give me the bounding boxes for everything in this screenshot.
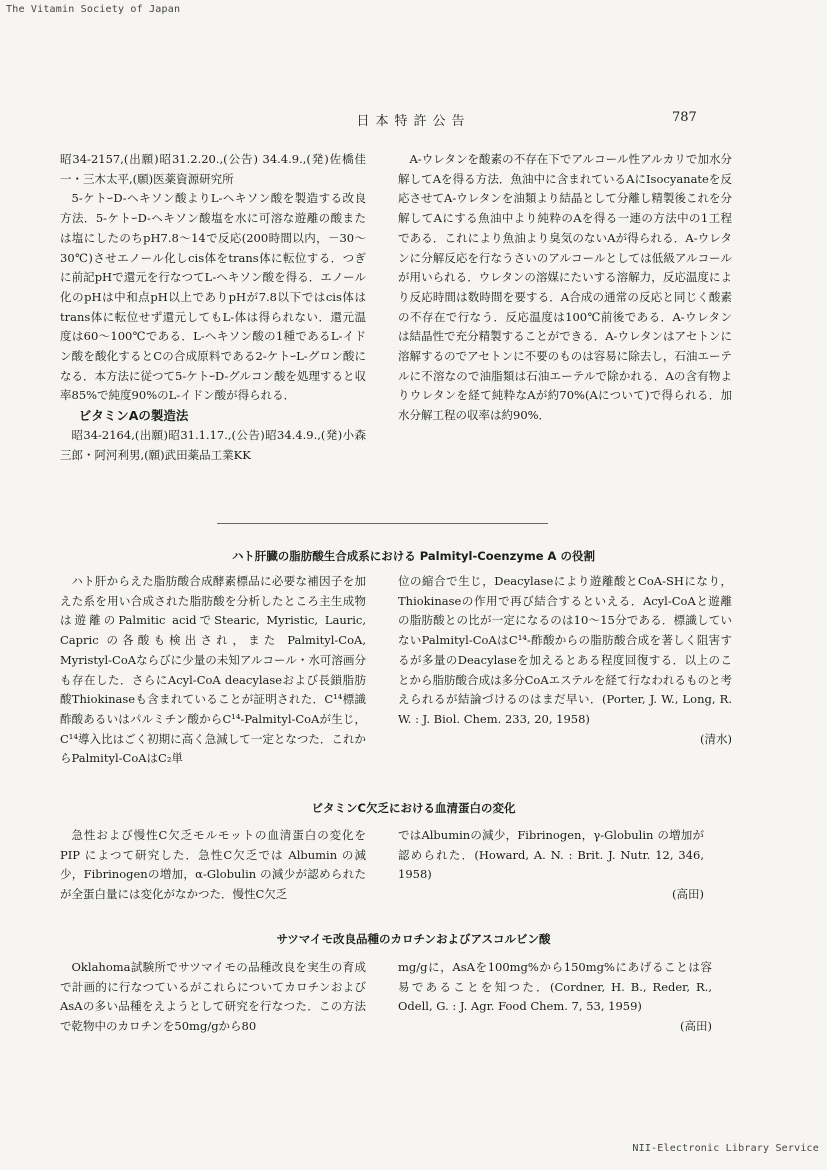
article3-title: サツマイモ改良品種のカロチンおよびアスコルビン酸 bbox=[276, 932, 551, 946]
article1-right-column bbox=[398, 572, 732, 749]
top-right-column bbox=[398, 150, 732, 426]
section-divider bbox=[217, 523, 548, 524]
running-title: 日本特許公告 bbox=[356, 114, 471, 129]
patent2-heading: ビタミンAの製造法 bbox=[78, 408, 189, 424]
patent2-block bbox=[60, 426, 366, 465]
page-number: 787 bbox=[672, 110, 697, 125]
paragraph: (清水) bbox=[700, 731, 732, 746]
paragraph: ではAlbuminの減少，Fibrinogen，γ-Globulin の増加が認められた．(Howard, A. N. : Brit. J. Nutr. 12, 346, 1958) bbox=[398, 828, 704, 882]
article1-title: ハト肝臓の脂肪酸生合成系における Palmityl-Coenzyme A の役割 bbox=[232, 549, 595, 563]
paragraph: 昭34-2157,(出願)昭31.2.20.,(公告) 34.4.9.,(発)佐橋佳一・三木太平,(願)医薬資源研究所 bbox=[60, 152, 366, 186]
article2-left-column bbox=[60, 826, 366, 905]
article2-title: ビタミンC欠乏における血清蛋白の変化 bbox=[311, 801, 516, 815]
paragraph: Oklahoma試験所でサツマイモの品種改良を実生の育成で計画的に行なつているがこれらについてカロチンおよびAsAの多い品種をえようとして研究を行なつた．この方法で乾物中のカロチンを50mg/gから80 bbox=[60, 960, 366, 1034]
article3-right-column bbox=[398, 958, 712, 1037]
paragraph: 急性および慢性C欠乏モルモットの血清蛋白の変化を PIP によつて研究した．急性C欠乏では Albumin の減少，Fibrinogenの増加，α-Globulin の減少が認められたが全蛋白量には変化がなかつた．慢性C欠乏 bbox=[60, 828, 366, 902]
watermark-top: The Vitamin Society of Japan bbox=[6, 4, 181, 15]
paragraph: 位の縮合で生じ，Deacylaseにより遊離酸とCoA-SHになり，Thiokinaseの作用で再び結合するといえる．Acyl-CoAと遊離の脂肪酸との比が一定になるのは10～15分である．標識していないPalmityl-CoAはC¹⁴-酢酸からの脂肪酸合成を著しく阻害するが多量のDeacylaseを加えるとある程度回復する．以上のことから脂肪酸合成は多分CoAエステルを経て行なわれるものと考えられるが結論づけるのはまだ早い．(Porter, J. W., Long, R. W. : J. Biol. Chem. 233, 20, 1958) bbox=[398, 574, 732, 726]
paragraph: ハト肝からえた脂肪酸合成酵素標品に必要な補因子を加えた系を用い合成された脂肪酸を分析したところ主生成物は遊離のPalmitic acidでStearic, Myristic, Lauric, Capric の各酸も検出され，また Palmityl-CoA, Myristyl-CoAならびに少量の未知アルコール・水可溶画分も存在した．さらにAcyl-CoA deacylaseおよび長鎖脂肪酸Thiokinaseも含まれていることが証明された．C¹⁴標識酢酸あるいはパルミチン酸からC¹⁴-Palmityl-CoAが生じ，C¹⁴導入比はごく初期に高く急減して一定となつた．これからPalmityl-CoAはC₂単 bbox=[60, 574, 366, 766]
top-left-column bbox=[60, 150, 366, 465]
article2-right-column bbox=[398, 826, 704, 905]
article3-left-column bbox=[60, 958, 366, 1037]
article1-left-column bbox=[60, 572, 366, 769]
watermark-bottom: NII-Electronic Library Service bbox=[632, 1143, 819, 1154]
paragraph: 5-ケトｰD-ヘキソン酸よりL-ヘキソン酸を製造する改良方法．5-ケトｰD-ヘキソン酸塩を水に可溶な遊離の酸または塩にしたのちpH7.8～14で反応(200時間以内，－30～30℃)させエノール化しcis体をtrans体に転位する．つぎに前記pHで還元を行なつてL-ヘキソン酸を得る．エノール化のpHは中和点pH以上でありpHが7.8以下ではcis体はtrans体に転位せず還元してもL-体は得られない．還元温度は60～100℃である．L-ヘキソン酸の1種であるL-イドン酸を酸化するとCの合成原料である2-ケトｰL-グロン酸になる．本方法に従つて5-ケトｰD-グルコン酸を処理すると収率85%で純度90%のL-イドン酸が得られる． bbox=[60, 191, 366, 403]
paragraph: A-ウレタンを酸素の不存在下でアルコール性アルカリで加水分解してAを得る方法．魚油中に含まれているAにIsocyanateを反応させてA-ウレタンを油類より結晶として分離し精製後これを分解してAにする魚油中より純粋のAを得る一連の方法中の1工程である．これにより魚油より臭気のないAが得られる．A-ウレタンに分解反応を行なうさいのアルコールとしては低級アルコールが用いられる．ウレタンの溶媒にたいする溶解力，反応温度により反応時間は数時間を要する．A合成の通常の反応と同じく酸素の不存在で行なう．反応温度は100℃前後である．A-ウレタンは結晶性で充分精製することができる．A-ウレタンはアセトンに溶解するのでアセトンに不要のものは容易に除去し，石油エーテルに不溶なので油脂類は石油エーテルで除かれる．Aの含有物よりウレタンを経て純粋なAが約70%(Aについて)で得られる．加水分解工程の収率は約90%． bbox=[398, 152, 732, 423]
patent1-block bbox=[60, 150, 366, 406]
paragraph: (高田) bbox=[672, 887, 704, 902]
paragraph: mg/gに，AsAを100mg%から150mg%にあげることは容易であることを知つた．(Cordner, H. B., Reder, R., Odell, G. : J. Agr. Food Chem. 7, 53, 1959) bbox=[398, 960, 712, 1014]
paragraph: (高田) bbox=[680, 1019, 712, 1034]
paragraph: 昭34-2164,(出願)昭31.1.17.,(公告)昭34.4.9.,(発)小森三郎・阿河利男,(願)武田薬品工業KK bbox=[60, 427, 366, 462]
